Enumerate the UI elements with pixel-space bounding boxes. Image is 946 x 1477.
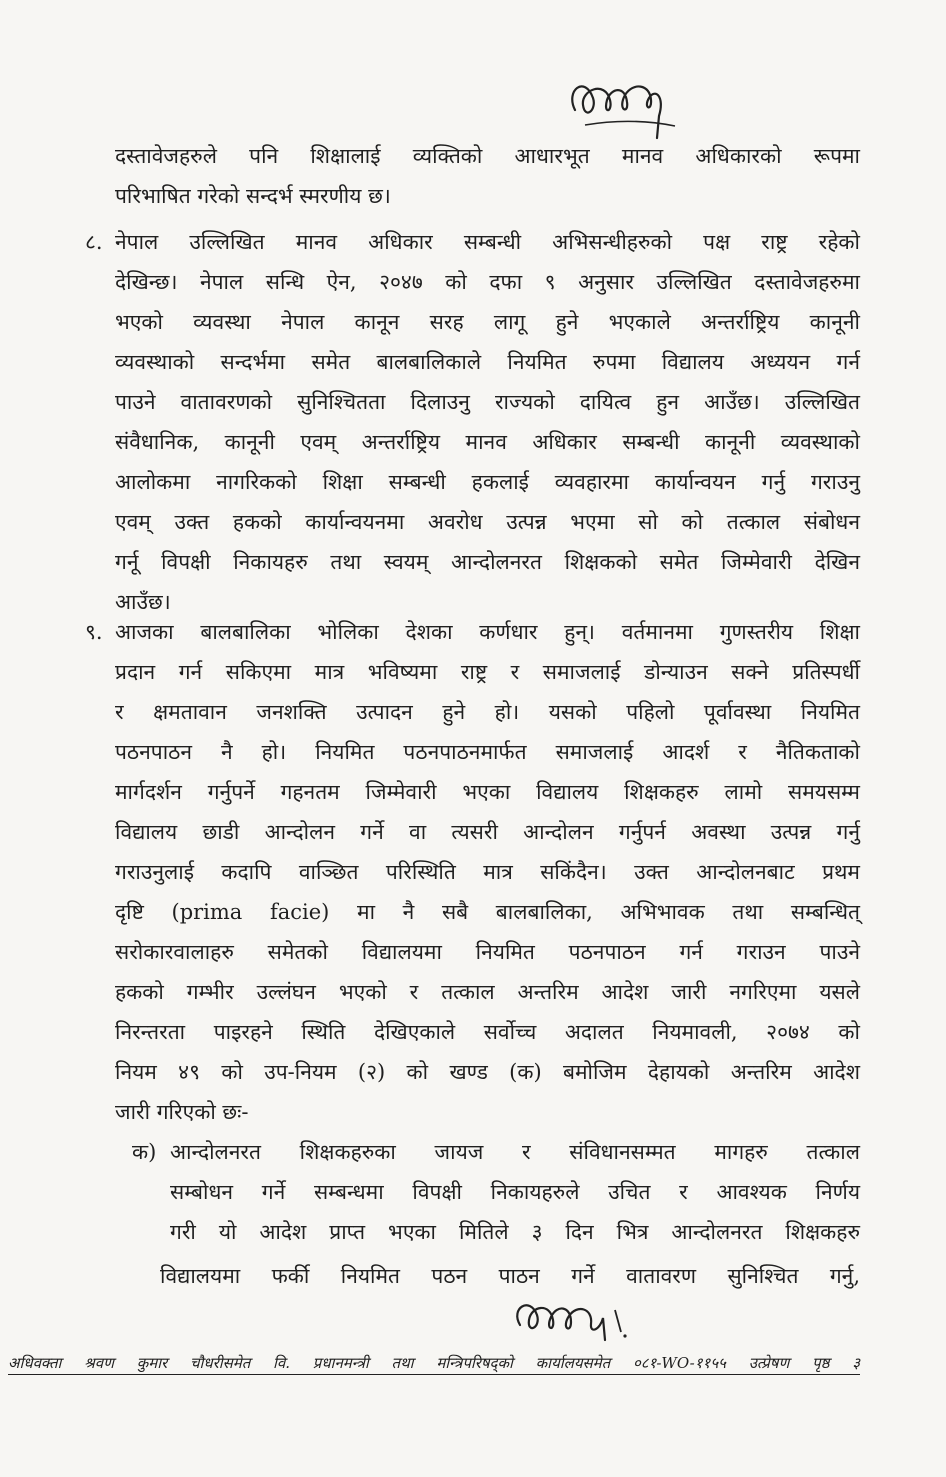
para9-line-12: नियम ४९ को उप-नियम (२) को खण्ड (क) बमोजिम देहायको अन्तरिम आदेश [115, 1060, 860, 1084]
para8-line-10: आउँछ। [115, 590, 171, 614]
para9-line-6: विद्यालय छाडी आन्दोलन गर्ने वा त्यसरी आन्दोलन गर्नुपर्न अवस्था उत्पन्न गर्नु [115, 820, 860, 844]
para8-line-4: व्यवस्थाको सन्दर्भमा समेत बालबालिकाले नियमित रुपमा विद्यालय अध्ययन गर्न [115, 350, 860, 374]
para9-line-8: दृष्टि (prima facie) मा नै सबै बालबालिका, अभिभावक तथा सम्बन्धित् [115, 900, 860, 924]
signature-bottom [505, 1290, 635, 1350]
para9-number: ९. [85, 620, 103, 644]
para8-line-7: आलोकमा नागरिकको शिक्षा सम्बन्धी हकलाई व्यवहारमा कार्यान्वयन गर्नु गराउनु [115, 470, 860, 494]
para9-line-11: निरन्तरता पाइरहने स्थिति देखिएकाले सर्वोच्च अदालत नियमावली, २०७४ को [115, 1020, 860, 1044]
para9-line-3: र क्षमतावान जनशक्ति उत्पादन हुने हो। यसको पहिलो पूर्वावस्था नियमित [115, 700, 860, 724]
para9-line-13: जारी गरिएको छः- [115, 1100, 249, 1124]
item-ka-line-1: आन्दोलनरत शिक्षकहरुका जायज र संविधानसम्मत मागहरु तत्काल [170, 1140, 860, 1164]
para9-line-7: गराउनुलाई कदापि वाञ्छित परिस्थिति मात्र सकिंदैन। उक्त आन्दोलनबाट प्रथम [115, 860, 860, 884]
para9-line-5: मार्गदर्शन गर्नुपर्ने गहनतम जिम्मेवारी भएका विद्यालय शिक्षकहरु लामो समयसम्म [115, 780, 860, 804]
item-ka-marker: क) [132, 1140, 157, 1164]
para7-line-1: दस्तावेजहरुले पनि शिक्षालाई व्यक्तिको आधारभूत मानव अधिकारको रूपमा [115, 144, 860, 168]
para9-line-1: आजका बालबालिका भोलिका देशका कर्णधार हुन्। वर्तमानमा गुणस्तरीय शिक्षा [115, 620, 860, 644]
para8-line-5: पाउने वातावरणको सुनिश्चितता दिलाउनु राज्यको दायित्व हुन आउँछ। उल्लिखित [115, 390, 860, 414]
item-ka-line-2: सम्बोधन गर्ने सम्बन्धमा विपक्षी निकायहरुले उचित र आवश्यक निर्णय [170, 1180, 860, 1204]
para8-line-6: संवैधानिक, कानूनी एवम् अन्तर्राष्ट्रिय मानव अधिकार सम्बन्धी कानूनी व्यवस्थाको [115, 430, 860, 454]
para8-line-3: भएको व्यवस्था नेपाल कानून सरह लागू हुने भएकाले अन्तर्राष्ट्रिय कानूनी [115, 310, 860, 334]
para9-line-4: पठनपाठन नै हो। नियमित पठनपाठनमार्फत समाजलाई आदर्श र नैतिकताको [115, 740, 860, 764]
footer-case-reference: अधिवक्ता श्रवण कुमार चौधरीसमेत वि. प्रधानमन्त्री तथा मन्त्रिपरिषद्को कार्यालयसमेत ०८१-WO-११५५ उत्प्रेषण पृष्ठ ३ [8, 1352, 860, 1375]
item-ka-line-3: गरी यो आदेश प्राप्त भएका मितिले ३ दिन भित्र आन्दोलनरत शिक्षकहरु [170, 1220, 860, 1244]
para7-line-2: परिभाषित गरेको सन्दर्भ स्मरणीय छ। [115, 184, 391, 208]
para9-line-2: प्रदान गर्न सकिएमा मात्र भविष्यमा राष्ट्र र समाजलाई डोन्याउन सक्ने प्रतिस्पर्धी [115, 660, 860, 684]
para8-line-9: गर्नू विपक्षी निकायहरु तथा स्वयम् आन्दोलनरत शिक्षकको समेत जिम्मेवारी देखिन [115, 550, 860, 574]
para8-line-8: एवम् उक्त हकको कार्यान्वयनमा अवरोध उत्पन्न भएमा सो को तत्काल संबोधन [115, 510, 860, 534]
para8-line-1: नेपाल उल्लिखित मानव अधिकार सम्बन्धी अभिसन्धीहरुको पक्ष राष्ट्र रहेको [115, 230, 860, 254]
para8-number: ८. [85, 230, 103, 254]
item-ka-line-4: विद्यालयमा फर्की नियमित पठन पाठन गर्ने वातावरण सुनिश्चित गर्नु, [160, 1264, 860, 1288]
signature-top [555, 70, 685, 145]
para9-line-10: हकको गम्भीर उल्लंघन भएको र तत्काल अन्तरिम आदेश जारी नगरिएमा यसले [115, 980, 860, 1004]
para8-line-2: देखिन्छ। नेपाल सन्धि ऐन, २०४७ को दफा ९ अनुसार उल्लिखित दस्तावेजहरुमा [115, 270, 860, 294]
para9-line-9: सरोकारवालाहरु समेतको विद्यालयमा नियमित पठनपाठन गर्न गराउन पाउने [115, 940, 860, 964]
